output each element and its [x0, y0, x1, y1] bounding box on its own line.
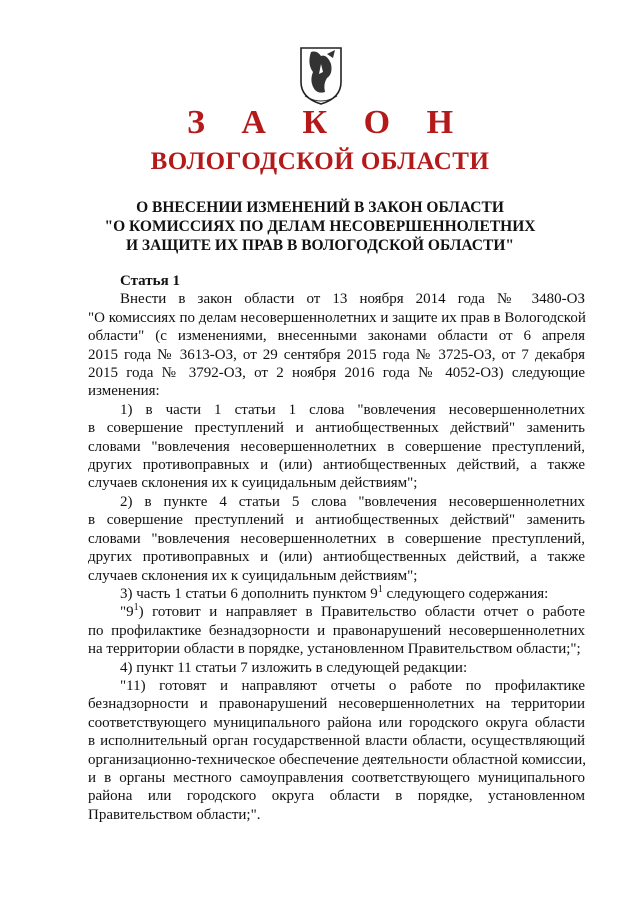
region-title: ВОЛОГОДСКОЙ ОБЛАСТИ	[150, 148, 490, 175]
body-line: района или городского округа области в порядке, установленном	[88, 788, 585, 805]
body-line	[88, 585, 585, 603]
body-line: 2015 года № 3613-ОЗ, от 29 сентября 2015 года № 3725-ОЗ, от 7 декабря	[88, 346, 585, 363]
body-line: Внести в закон области от 13 ноября 2014 года № 3480-ОЗ	[120, 291, 585, 308]
body-line: словами "вовлечения несовершеннолетних в совершение преступлений,	[88, 530, 585, 547]
subtitle-line: И ЗАЩИТЕ ИХ ПРАВ В ВОЛОГОДСКОЙ ОБЛАСТИ"	[126, 237, 514, 254]
body-line: "О комиссиях по делам несовершеннолетних и защите их прав в Вологодской	[88, 309, 586, 326]
law-subtitle	[70, 198, 570, 255]
body-line: 2) в пункте 4 статьи 5 слова "вовлечения несовершеннолетних	[120, 493, 585, 510]
superscript-index: 1	[133, 602, 139, 614]
body-line: 2015 года № 3792-ОЗ, от 2 ноября 2016 года № 4052-ОЗ) следующие	[88, 365, 585, 382]
body-line: 4) пункт 11 статьи 7 изложить в следующей редакции:	[120, 659, 468, 676]
coat-of-arms-emblem	[297, 44, 345, 106]
body-line: на территории области в порядке, установленном Правительством области;";	[88, 641, 581, 658]
document-type-title: З А К О Н	[186, 104, 468, 141]
body-line: в совершение преступлений и антиобщественных действий" заменить	[88, 512, 585, 529]
body-line: словами "вовлечения несовершеннолетних в совершение преступлений,	[88, 438, 585, 455]
body-line: и в органы местного самоуправления соответствующего муниципального	[88, 769, 585, 786]
subtitle-line: "О КОМИССИЯХ ПО ДЕЛАМ НЕСОВЕРШЕННОЛЕТНИХ	[104, 218, 536, 235]
body-line: "$9^1$) готовит и направляет в Правительство области отчет о работе	[120, 602, 585, 621]
body-line: случаев склонения их к суицидальным действиям";	[88, 475, 418, 492]
body-line: других противоправных и (или) антиобщественных действий, а также	[88, 549, 585, 566]
body-line: соответствующего муниципального района или городского округа области	[88, 714, 585, 731]
body-line: в совершение преступлений и антиобщественных действий" заменить	[88, 420, 585, 437]
body-line: безнадзорности и правонарушений несовершеннолетних на территории	[88, 696, 585, 713]
body-line: области" (с изменениями, внесенными законами области от 6 апреля	[88, 328, 585, 345]
body-line: "11) готовят и направляют отчеты о работе по профилактике	[120, 677, 585, 694]
body-line: случаев склонения их к суицидальным действиям";	[88, 567, 418, 584]
body-line: Правительством области;".	[88, 806, 261, 823]
body-line: 1) в части 1 статьи 1 слова "вовлечения несовершеннолетних	[120, 401, 585, 418]
body-line: в исполнительный орган государственной власти области, осуществляющий	[88, 733, 585, 750]
body-line: других противоправных и (или) антиобщественных действий, а также	[88, 457, 585, 474]
point-3-text: 3) часть 1 статьи 6 дополнить пунктом $9^1$ следующего содержания:	[120, 583, 549, 602]
body-line: организационно-техническое обеспечение деятельности областной комиссии,	[88, 751, 586, 768]
body-line: по профилактике безнадзорности и правонарушений несовершеннолетних	[88, 622, 585, 639]
body-line: изменения:	[88, 383, 160, 400]
subtitle-line: О ВНЕСЕНИИ ИЗМЕНЕНИЙ В ЗАКОН ОБЛАСТИ	[136, 199, 504, 216]
superscript-index: 1	[377, 583, 383, 595]
article-heading: Статья 1	[120, 273, 180, 289]
law-body	[88, 272, 585, 824]
